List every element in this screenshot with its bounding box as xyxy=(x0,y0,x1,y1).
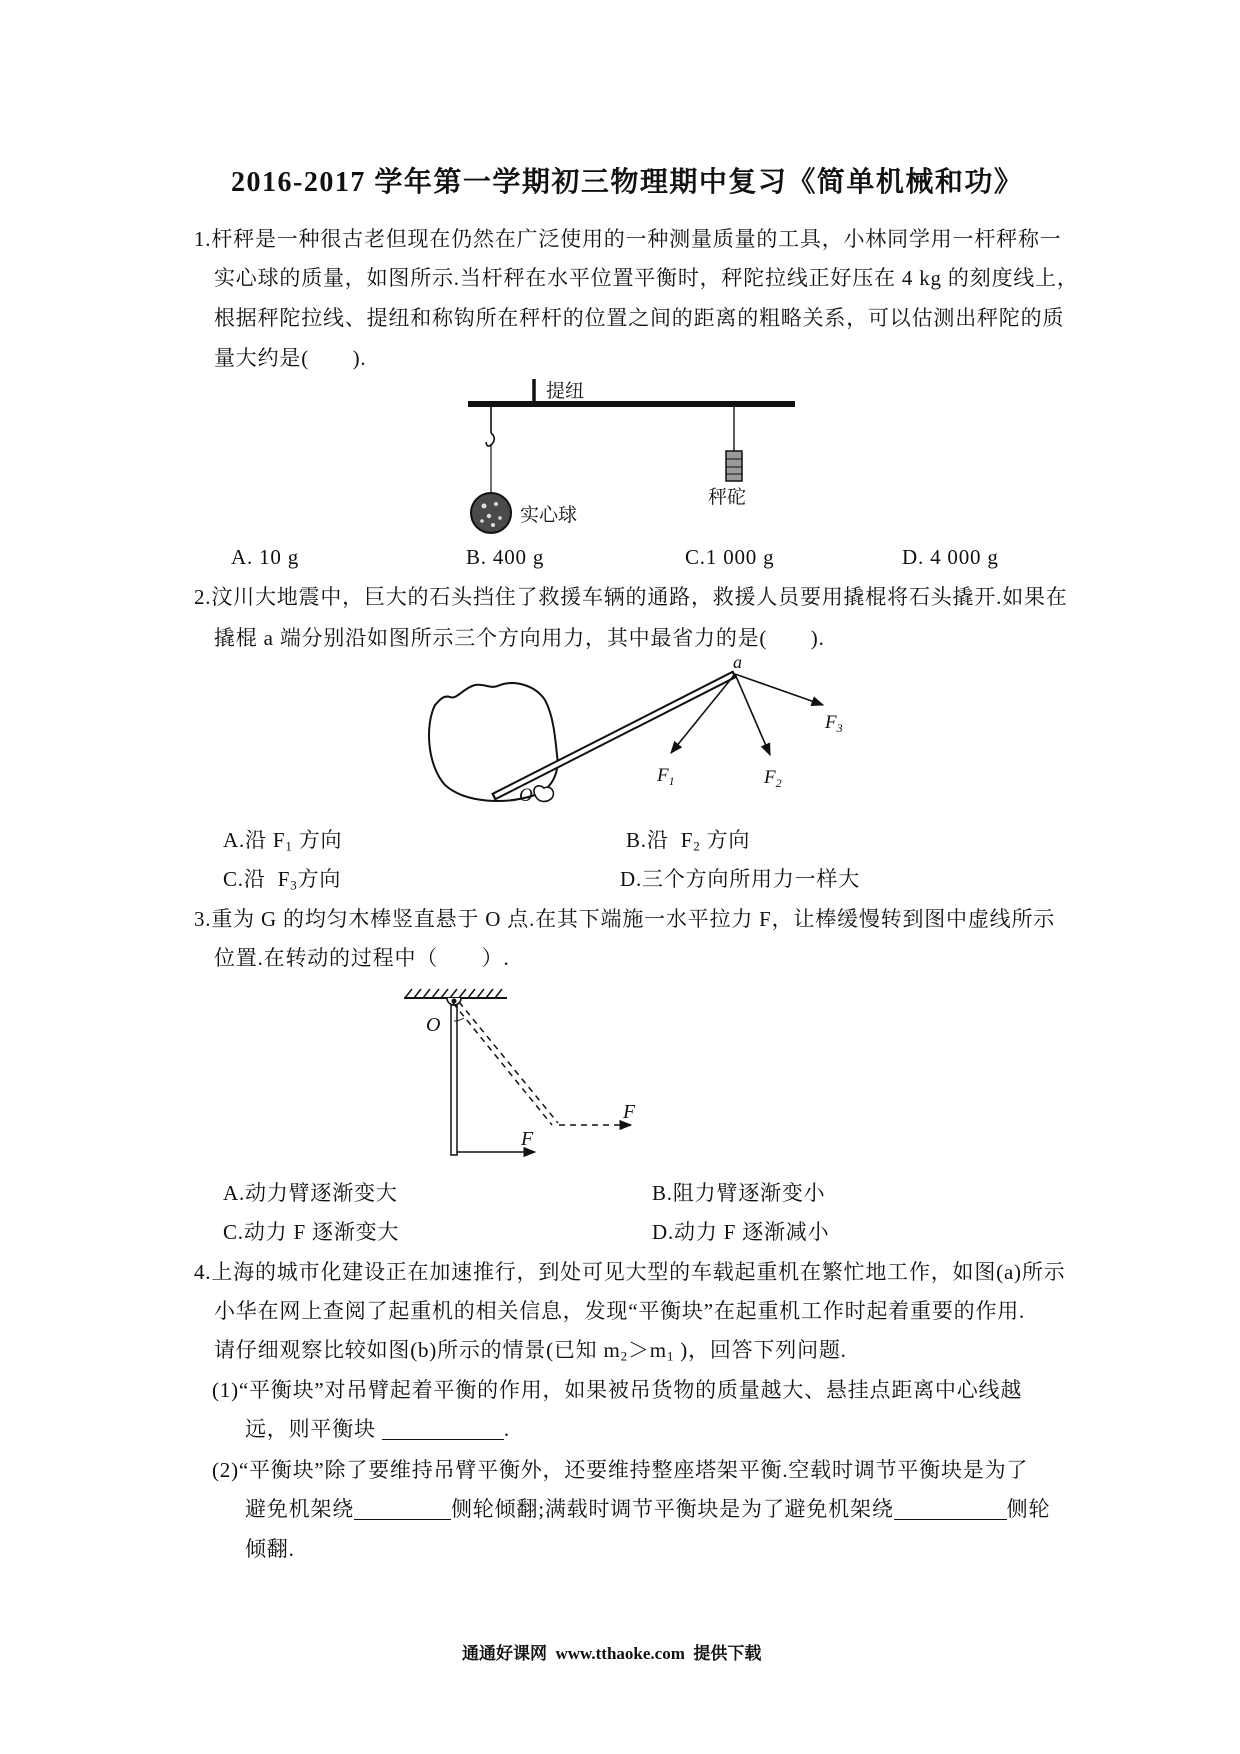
q3-option-b: B.阻力臂逐渐变小 xyxy=(652,1181,826,1205)
hook xyxy=(486,407,494,493)
q3-text-line: 3.重为 G 的均匀木棒竖直悬于 O 点.在其下端施一水平拉力 F，让棒缓慢转到图中虚线所示 xyxy=(194,907,1056,931)
q2-text-line: 撬棍 a 端分别沿如图所示三个方向用力，其中最省力的是( ). xyxy=(214,626,825,650)
force-label-final: F xyxy=(623,1101,636,1123)
q1-option-b: B. 400 g xyxy=(466,545,545,569)
q4-part2-answer-line: 避免机架绕 侧轮倾翻;满载时调节平衡块是为了避免机架绕 侧轮 xyxy=(245,1497,1051,1521)
q1-text-line: 根据秤陀拉线、提纽和称钩所在秤杆的位置之间的距离的粗略关系，可以估测出秤陀的质 xyxy=(214,306,1065,330)
solid-ball-label: 实心球 xyxy=(520,504,578,526)
steelyard-weight xyxy=(726,451,742,481)
rod-rotated-dashed xyxy=(453,1002,558,1125)
q3-option-c: C.动力 F 逐渐变大 xyxy=(223,1220,400,1244)
hanging-rod-figure xyxy=(395,975,650,1170)
q1-option-d: D. 4 000 g xyxy=(902,545,999,569)
pivot-label: O xyxy=(426,1014,441,1036)
q2-option-a: A.沿 $F_1$ 方向 xyxy=(223,828,343,854)
steelyard-figure xyxy=(460,375,810,545)
rod-vertical xyxy=(451,1005,457,1155)
q4-given-line: 请仔细观察比较如图(b)所示的情景(已知 $m_2>m_1$ )，回答下列问题. xyxy=(214,1338,847,1364)
q1-option-c: C.1 000 g xyxy=(685,545,775,569)
ceiling-hatching xyxy=(405,989,502,998)
force-f3-arrow xyxy=(735,674,823,705)
q2-option-b: B.沿 $F_2$ 方向 xyxy=(626,828,751,854)
force-label-initial: F xyxy=(521,1128,534,1150)
steelyard-weight-label: 秤砣 xyxy=(708,486,747,508)
q4-text-line: 小华在网上查阅了起重机的相关信息，发现“平衡块”在起重机工作时起着重要的作用. xyxy=(214,1299,1026,1323)
fulcrum-stone xyxy=(534,786,554,802)
q4-part2-line: (2)“平衡块”除了要维持吊臂平衡外，还要维持整座塔架平衡.空载时调节平衡块是为了 xyxy=(212,1458,1029,1482)
q1-text-line: 量大约是( ). xyxy=(214,346,367,370)
q2-option-c: C.沿 $F_3$方向 xyxy=(223,867,342,893)
q4-part2-line: 倾翻. xyxy=(245,1537,295,1561)
answer-blank xyxy=(354,1498,451,1520)
q3-text-line: 位置.在转动的过程中（ ）. xyxy=(214,946,510,970)
page-footer: 通通好课网 www.tthaoke.com 提供下载 xyxy=(462,1644,762,1663)
page-title: 2016-2017 学年第一学期初三物理期中复习《简单机械和功》 xyxy=(231,167,1024,198)
q1-text-line: 1.杆秤是一种很古老但现在仍然在广泛使用的一种测量质量的工具，小林同学用一杆秤称一 xyxy=(194,227,1062,251)
q4-part1-answer-line: 远，则平衡块 . xyxy=(245,1417,510,1441)
end-point-label: a xyxy=(733,652,742,672)
q3-option-d: D.动力 F 逐渐减小 xyxy=(652,1220,830,1244)
q2-option-d: D.三个方向所用力一样大 xyxy=(620,867,861,891)
q2-text-line: 2.汶川大地震中，巨大的石头挡住了救援车辆的通路，救援人员要用撬棍将石头撬开.如果在 xyxy=(194,585,1068,609)
q4-text-line: 4.上海的城市化建设正在加速推行，到处可见大型的车载起重机在繁忙地工作，如图(a)所示 xyxy=(194,1260,1066,1284)
steelyard-beam xyxy=(468,401,795,407)
force-f2-arrow xyxy=(735,674,770,755)
force-f3-label: $F_3$ xyxy=(825,712,843,735)
q1-option-a: A. 10 g xyxy=(231,545,300,569)
answer-blank xyxy=(894,1498,1007,1520)
q3-option-a: A.动力臂逐渐变大 xyxy=(223,1181,398,1205)
q1-text-line: 实心球的质量，如图所示.当杆秤在水平位置平衡时，秤陀拉线正好压在 4 kg 的刻度线上， xyxy=(214,266,1079,290)
boulder xyxy=(429,683,558,801)
force-f2-label: $F_2$ xyxy=(764,767,782,790)
crowbar-figure xyxy=(415,652,860,810)
fulcrum-label: O xyxy=(519,785,533,806)
solid-ball xyxy=(471,493,511,533)
lifting-cord-label: 提纽 xyxy=(546,380,585,402)
answer-blank xyxy=(382,1418,504,1440)
force-f1-label: $F_1$ xyxy=(657,765,675,788)
q4-part1-line: (1)“平衡块”对吊臂起着平衡的作用，如果被吊货物的质量越大、悬挂点距离中心线越 xyxy=(212,1378,1023,1402)
